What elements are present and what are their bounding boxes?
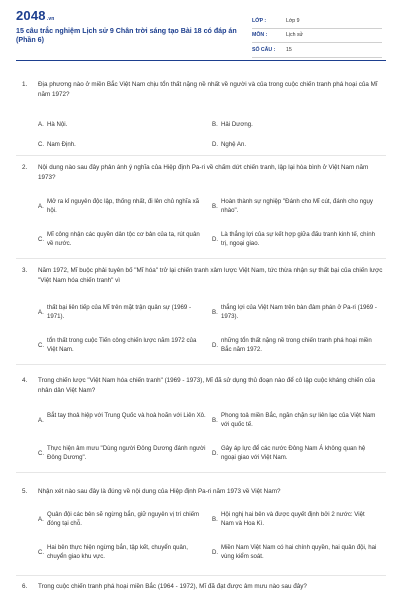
document-title: 15 câu trắc nghiệm Lịch sử 9 Chân trời sáng tạo Bài 18 có đáp án (Phần 6) [16,27,237,45]
option-letter: C. [38,450,45,457]
option-text: Mĩ công nhận các quyền dân tộc cơ bản của ta, rút quân về nước. [47,231,200,248]
question-number: 6. [22,583,28,590]
option-text: những tổn thất nặng nề trong chiến tranh phá hoại miền Bắc năm 1972. [221,337,372,354]
question-stem [22,487,384,497]
option-text: Hà Nội. [47,121,68,128]
meta-label: MÔN : [252,32,268,39]
meta-row-subject [252,29,382,44]
logo-suffix: .vn [46,16,55,22]
question-text: Trong chiến lược "Việt Nam hóa chiến tranh" (1969 - 1973), Mĩ đã sử dụng thủ đoạn nào để cô lập cuộc kháng chiến của nhân dân Việt Nam? [38,377,375,394]
option-text: Bắt tay thoả hiệp với Trung Quốc và hoà hoãn với Liên Xô. [47,412,206,419]
option-letter: B. [212,309,218,316]
header-divider [16,60,386,61]
option-c[interactable] [38,140,188,149]
meta-label: LỚP : [252,17,267,24]
meta-value: 15 [286,46,292,53]
question-number: 1. [22,81,28,88]
meta-table [252,14,382,58]
option-text: thắng lợi của Việt Nam trên bàn đàm phán ở Pa-ri (1969 - 1973). [221,304,377,321]
question-stem [22,376,384,396]
option-a[interactable] [38,510,206,529]
option-text: Mở ra kỉ nguyên độc lập, thống nhất, đi lên chủ nghĩa xã hội. [47,198,200,215]
site-logo[interactable] [16,8,55,23]
question-divider [16,155,386,156]
option-a[interactable] [38,197,206,216]
question-number: 4. [22,377,28,384]
question-divider [16,472,386,473]
document-header [16,8,386,60]
option-letter: D. [212,549,219,556]
question-text: Nhận xét nào sau đây là đúng về nội dung của Hiệp định Pa-ri năm 1973 về Việt Nam? [38,488,281,495]
option-letter: C. [38,549,45,556]
option-text: tổn thất trong cuộc Tiến công chiến lược năm 1972 của Việt Nam. [47,337,197,354]
option-letter: D. [212,342,219,349]
option-letter: C. [38,342,45,349]
option-d[interactable] [212,140,372,149]
question-stem [22,163,384,183]
option-letter: D. [212,236,219,243]
question-text: Trong cuộc chiến tranh phá hoại miền Bắc (1964 - 1972), Mĩ đã đạt được âm mưu nào sau đây? [38,583,307,590]
option-b[interactable] [212,510,377,529]
option-b[interactable] [212,303,377,322]
option-b[interactable] [212,120,372,129]
meta-label: SỐ CÂU : [252,46,276,53]
question-number: 3. [22,267,28,274]
option-a[interactable] [38,120,188,129]
option-c[interactable] [38,336,206,355]
question-divider [16,258,386,259]
option-letter: A. [38,417,44,424]
meta-row-count [252,43,382,58]
option-text: thất bại liên tiếp của Mĩ trên mặt trận quân sự (1969 - 1971). [47,304,191,321]
option-text: Gây áp lực để các nước Đông Nam Á không quan hệ ngoại giao với Việt Nam. [221,445,366,462]
option-letter: A. [38,516,44,523]
meta-value: Lịch sử [286,32,304,39]
question-stem [22,266,384,286]
option-letter: A. [38,121,44,128]
option-text: Thực hiện âm mưu "Dùng người Đông Dương đánh người Đông Dương". [47,445,206,462]
option-letter: C. [38,141,45,148]
option-text: Hội nghị hai bên và được quyết định bởi 2 nước: Việt Nam và Hoa Kì. [221,511,365,528]
option-text: Hai bên thực hiện ngừng bắn, tập kết, chuyển quân, chuyển giao khu vực. [47,544,188,561]
option-letter: B. [212,121,218,128]
meta-value: Lớp 9 [286,17,300,24]
option-letter: B. [212,516,218,523]
option-text: Hoàn thành sự nghiệp "Đánh cho Mĩ cút, đánh cho ngụy nhào". [221,198,373,215]
option-letter: D. [212,141,219,148]
option-d[interactable] [212,444,377,463]
option-b[interactable] [212,411,377,430]
question-number: 2. [22,164,28,171]
question-stem [22,582,384,592]
option-letter: B. [212,417,218,424]
question-text: Nội dung nào sau đây phản ánh ý nghĩa của Hiệp định Pa-ri về chấm dứt chiến tranh, lập lại hòa bình ở Việt Nam năm 1973? [38,164,369,181]
option-text: Nghệ An. [221,141,247,148]
option-text: Miền Nam Việt Nam có hai chính quyền, hai quân đội, hai vùng kiểm soát. [221,544,377,561]
question-stem [22,80,384,100]
question-text: Năm 1972, Mĩ buộc phải tuyên bố "Mĩ hóa" trở lại chiến tranh xâm lược Việt Nam, tức thừa nhận sự thất bại của chiến lược "Việt Nam hóa chiến tranh" vì [38,267,383,284]
question-divider [16,575,386,576]
option-letter: A. [38,203,44,210]
option-a[interactable] [38,411,206,424]
option-d[interactable] [212,230,377,249]
option-letter: C. [38,236,45,243]
option-text: Phong toả miền Bắc, ngăn chặn sự liên lạc của Việt Nam với quốc tế. [221,412,376,429]
option-a[interactable] [38,303,206,322]
option-d[interactable] [212,336,377,355]
option-letter: B. [212,203,218,210]
option-text: Là thắng lợi của sự kết hợp giữa đấu tranh kinh tế, chính trị, ngoại giao. [221,231,376,248]
question-text: Địa phương nào ở miền Bắc Việt Nam chịu tổn thất nặng nề nhất về người và của trong cuộc chiến tranh phá hoại của Mĩ năm 1972? [38,81,378,98]
option-c[interactable] [38,230,206,249]
meta-row-grade [252,14,382,29]
logo-text: 2048 [16,8,46,23]
option-c[interactable] [38,444,206,463]
option-d[interactable] [212,543,377,562]
option-text: Hải Dương. [221,121,253,128]
option-b[interactable] [212,197,377,216]
option-c[interactable] [38,543,206,562]
option-letter: D. [212,450,219,457]
question-divider [16,364,386,365]
option-text: Quân đội các bên sẽ ngừng bắn, giữ nguyên vị trí chiếm đóng tại chỗ. [47,511,200,528]
option-text: Nam Định. [47,141,76,148]
option-letter: A. [38,309,44,316]
question-number: 5. [22,488,28,495]
